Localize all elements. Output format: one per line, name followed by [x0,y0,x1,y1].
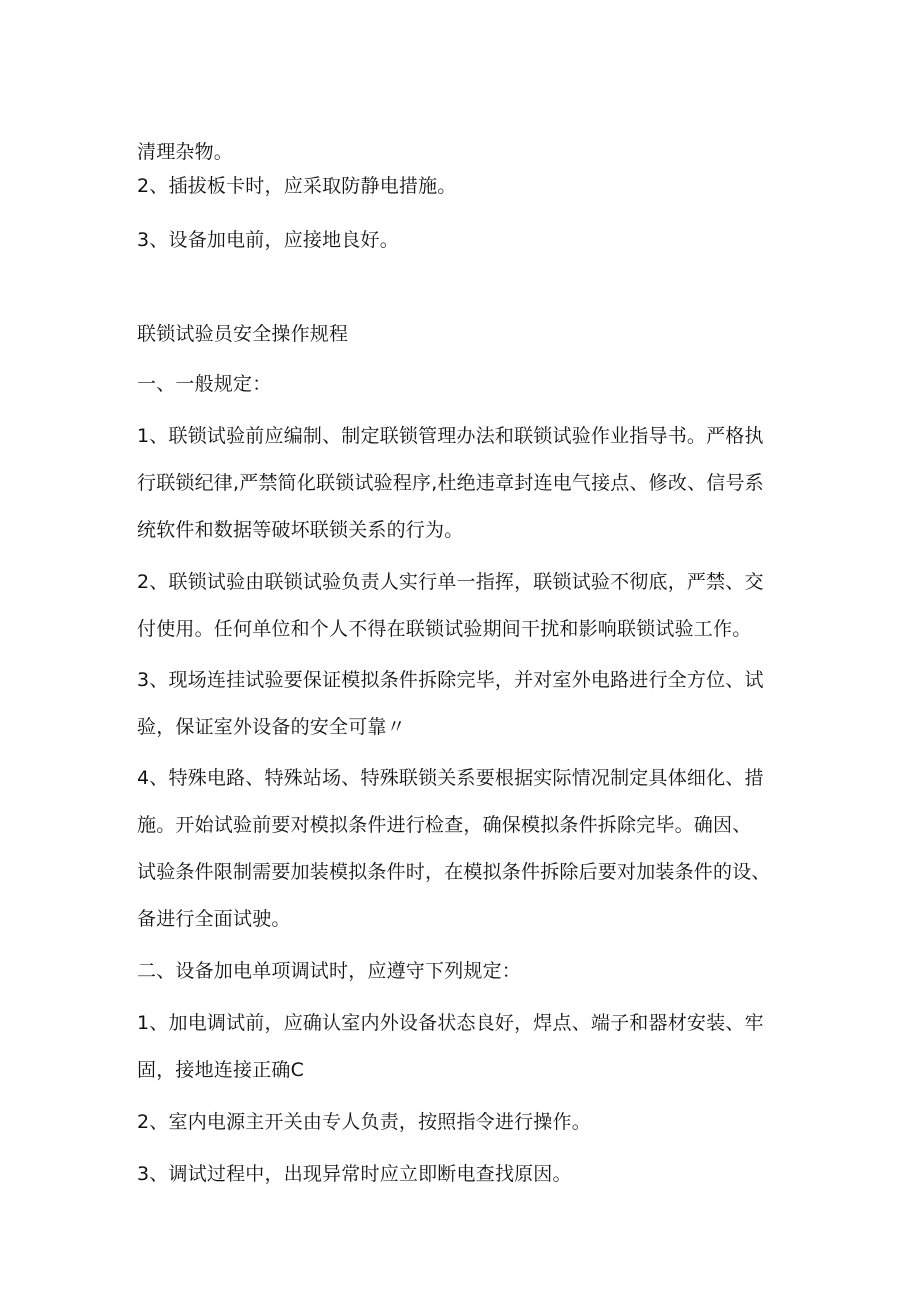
text-line-cleanup: 清理杂物。 [137,141,234,163]
heading-general-rules: 一、一般规定： [137,373,272,395]
text-line-antistatic: 2、插拔板卡时，应采取防静电措施。 [137,175,457,197]
rule-3-line-1: 3、现场连挂试验要保证模拟条件拆除完毕，并对室外电路进行全方位、试 [137,669,764,691]
power-rule-1-line-1: 1、加电调试前，应确认室内外设备状态良好，焊点、端子和器材安装、牢 [137,1012,764,1034]
rule-1-line-2: 行联锁纪律,严禁简化联锁试验程序,杜绝违章封连电气接点、修改、信号系 [137,472,764,494]
power-rule-2: 2、室内电源主开关由专人负责，按照指令进行操作。 [137,1111,591,1133]
rule-1-line-3: 统软件和数据等破坏联锁关系的行为。 [137,519,464,541]
text-line-grounding: 3、设备加电前，应接地良好。 [137,229,399,251]
rule-1-line-1: 1、联锁试验前应编制、制定联锁管理办法和联锁试验作业指导书。严格执 [137,425,764,447]
rule-4-line-3: 试验条件限制需要加装模拟条件时，在模拟条件拆除后要对加装条件的设、 [137,861,771,883]
rule-4-line-1: 4、特殊电路、特殊站场、特殊联锁关系要根据实际情况制定具体细化、措 [137,767,764,789]
power-rule-3: 3、调试过程中，出现异常时应立即断电查找原因。 [137,1163,572,1185]
rule-4-line-4: 备进行全面试驶。 [137,908,291,930]
rule-2-line-2: 付使用。任何单位和个人不得在联锁试验期间干扰和影响联锁试验工作。 [137,618,752,640]
rule-2-line-1: 2、联锁试验由联锁试验负责人实行单一指挥，联锁试验不彻底，严禁、交 [137,571,764,593]
rule-4-line-2: 施。开始试验前要对模拟条件进行检查，确保模拟条件拆除完毕。确因、 [137,814,752,836]
power-rule-1-line-2: 固，接地连接正确C [137,1059,305,1081]
rule-3-line-2: 验，保证室外设备的安全可靠〃 [137,716,406,738]
section-title: 联锁试验员安全操作规程 [137,323,349,345]
heading-power-test-rules: 二、设备加电单项调试时，应遵守下列规定： [137,960,522,982]
